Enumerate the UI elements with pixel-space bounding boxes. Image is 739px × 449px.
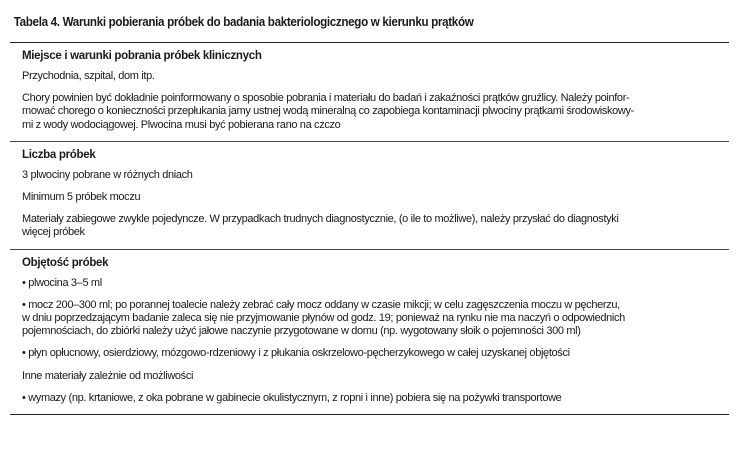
paragraph-line: • płyn opłucnowy, osierdziowy, mózgowo-rdzeniowy i z płukania oskrzelowo-pęcherzykowego w całej uzyskanej objętości — [22, 347, 570, 360]
paragraph-line: • mocz 200–300 ml; po porannej toalecie należy zebrać cały mocz oddany w czasie mikcji; w celu zagęszczenia moczu w pęcherzu, — [22, 298, 620, 311]
section-heading: Objętość próbek — [22, 256, 109, 269]
section-paragraph — [22, 70, 729, 92]
paragraph-line: mować chorego o konieczności przepłukania jamy ustnej wodą mineralną co zapobiega kontaminacji plwociny prątkami środowiskowy- — [22, 105, 634, 118]
section-paragraph — [22, 299, 729, 348]
section-paragraph — [22, 392, 729, 414]
section-paragraph — [22, 347, 729, 369]
section-paragraph — [22, 169, 729, 191]
table-body — [10, 43, 729, 414]
section-heading: Miejsce i warunki pobrania próbek klinicznych — [22, 50, 262, 62]
section-paragraph — [22, 213, 729, 248]
paragraph-line: w dniu poprzedzającym badanie zaleca się nie przyjmowanie płynów od godz. 19; ponieważ na rynku nie ma naczyń o odpowiednich — [22, 312, 625, 325]
bottom-rule — [10, 414, 729, 415]
paragraph-line: Inne materiały zależnie od możliwości — [22, 369, 194, 382]
paragraph-line: pojemnościach, do zbiórki należy użyć jałowe naczynie przygotowane w domu (np. wygotowany słoik o pojemności 300 ml) — [22, 325, 581, 338]
table-section — [10, 249, 729, 414]
paragraph-line: Minimum 5 próbek moczu — [22, 191, 141, 204]
paragraph-line: mi z wody wodociągowej. Plwocina musi być pobierana rano na czczo — [22, 118, 341, 131]
section-paragraph — [22, 92, 729, 141]
section-paragraph — [22, 370, 729, 392]
paragraph-line: Materiały zabiegowe zwykle pojedyncze. W przypadkach trudnych diagnostycznie, (o ile to możliwe), należy przysłać do diagnostyki — [22, 213, 619, 226]
paragraph-line: Przychodnia, szpital, dom itp. — [22, 70, 155, 82]
section-heading: Liczba próbek — [22, 148, 96, 161]
table-section — [10, 43, 729, 141]
paragraph-line: 3 plwociny pobrane w różnych dniach — [22, 168, 193, 181]
document-page — [10, 14, 729, 415]
table-section — [10, 141, 729, 249]
section-paragraph — [22, 277, 729, 299]
section-paragraph — [22, 191, 729, 213]
paragraph-line: więcej próbek — [22, 226, 85, 239]
paragraph-line: • plwocina 3–5 ml — [22, 276, 102, 289]
paragraph-line: Chory powinien być dokładnie poinformowany o sposobie pobrania i materiału do badań i zakaźności prątków gruźlicy. Należy poinfor- — [22, 92, 630, 105]
table-title: Tabela 4. Warunki pobierania próbek do badania bakteriologicznego w kierunku prątków — [13, 15, 474, 29]
paragraph-line: • wymazy (np. krtaniowe, z oka pobrane w gabinecie okulistycznym, z ropni i inne) pobiera się na pożywki transportowe — [22, 391, 562, 404]
